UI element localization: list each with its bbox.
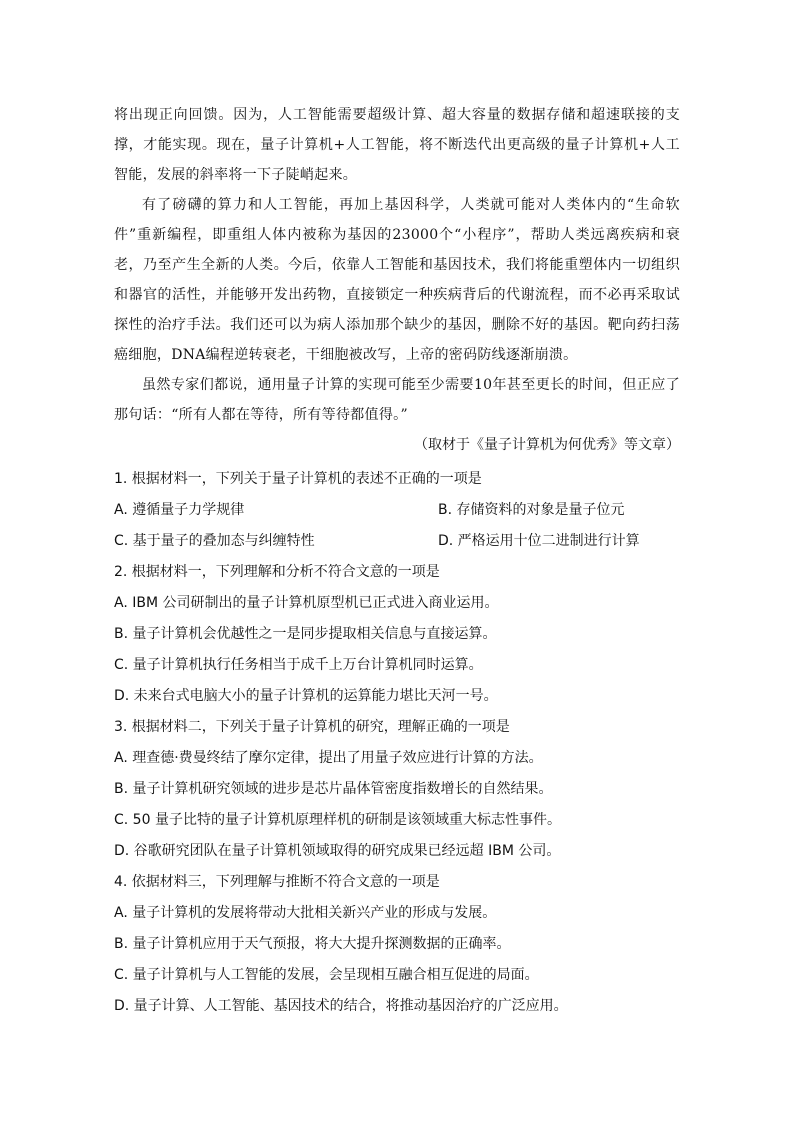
question-1-stem: 1. 根据材料一，下列关于量子计算机的表述不正确的一项是: [114, 471, 482, 487]
question-1-option-d: D. 严格运用十位二进制进行计算: [438, 533, 640, 549]
question-2-option-a: A. IBM 公司研制出的量子计算机原型机已正式进入商业运用。: [114, 595, 499, 611]
question-3-option-c: C. 50 量子比特的量子计算机原理样机的研制是该领域重大标志性事件。: [114, 812, 561, 828]
question-4-option-c: C. 量子计算机与人工智能的发展，会呈现相互融合相互促进的局面。: [114, 967, 539, 983]
question-4-option-a: A. 量子计算机的发展将带动大批相关新兴产业的形成与发展。: [114, 905, 497, 921]
question-3-option-b: B. 量子计算机研究领域的进步是芯片晶体管密度指数增长的自然结果。: [114, 781, 553, 797]
document-page: [114, 100, 680, 1022]
question-2-option-c: C. 量子计算机执行任务相当于成千上万台计算机同时运算。: [114, 657, 483, 673]
passage-paragraph-2: 有了磅礴的算力和人工智能，再加上基因科学，人类就可能对人类体内的“生命软件”重新编程，即重组人体内被称为基因的23000个“小程序”，帮助人类远离疾病和衰老，乃至产生全新的人类。今后，依靠人工智能和基因技术，我们将能重塑体内一切组织和器官的活性，并能够开发出药物，直接锁定一种疾病背后的代谢流程，而不必再采取试探性的治疗手法。我们还可以为病人添加那个缺少的基因，删除不好的基因。靶向药扫荡癌细胞，DNA编程逆转衰老，干细胞被改写，上帝的密码防线逐渐崩溃。: [114, 197, 680, 363]
question-1-options-row-2: [114, 526, 680, 557]
passage-paragraph-1: 将出现正向回馈。因为，人工智能需要超级计算、超大容量的数据存储和超速联接的支撑，才能实现。现在，量子计算机+人工智能，将不断迭代出更高级的量子计算机+人工智能，发展的斜率将一下子陡峭起来。: [114, 107, 680, 183]
question-3-option-a: A. 理查德·费曼终结了摩尔定律，提出了用量子效应进行计算的方法。: [114, 750, 543, 766]
question-3-option-d: D. 谷歌研究团队在量子计算机领域取得的研究成果已经远超 IBM 公司。: [114, 843, 561, 859]
question-4-option-d: D. 量子计算、人工智能、基因技术的结合，将推动基因治疗的广泛应用。: [114, 998, 568, 1014]
question-2-option-d: D. 未来台式电脑大小的量子计算机的运算能力堪比天河一号。: [114, 688, 498, 704]
passage-paragraph-3: 虽然专家们都说，通用量子计算的实现可能至少需要10年甚至更长的时间，但正应了那句话：“所有人都在等待，所有等待都值得。”: [114, 377, 680, 423]
question-1-option-c: C. 基于量子的叠加态与纠缠特性: [114, 533, 315, 549]
question-4-stem: 4. 依据材料三，下列理解与推断不符合文意的一项是: [114, 874, 440, 890]
question-1-option-b: B. 存储资料的对象是量子位元: [438, 502, 625, 518]
source-citation: （取材于《量子计算机为何优秀》等文章）: [414, 437, 680, 453]
question-2-option-b: B. 量子计算机会优越性之一是同步提取相关信息与直接运算。: [114, 626, 497, 642]
question-3-stem: 3. 根据材料二，下列关于量子计算机的研究，理解正确的一项是: [114, 719, 510, 735]
question-4-option-b: B. 量子计算机应用于天气预报，将大大提升探测数据的正确率。: [114, 936, 511, 952]
question-2-stem: 2. 根据材料一，下列理解和分析不符合文意的一项是: [114, 564, 440, 580]
question-1-options-row-1: [114, 495, 680, 526]
question-1-option-a: A. 遵循量子力学规律: [114, 502, 245, 518]
